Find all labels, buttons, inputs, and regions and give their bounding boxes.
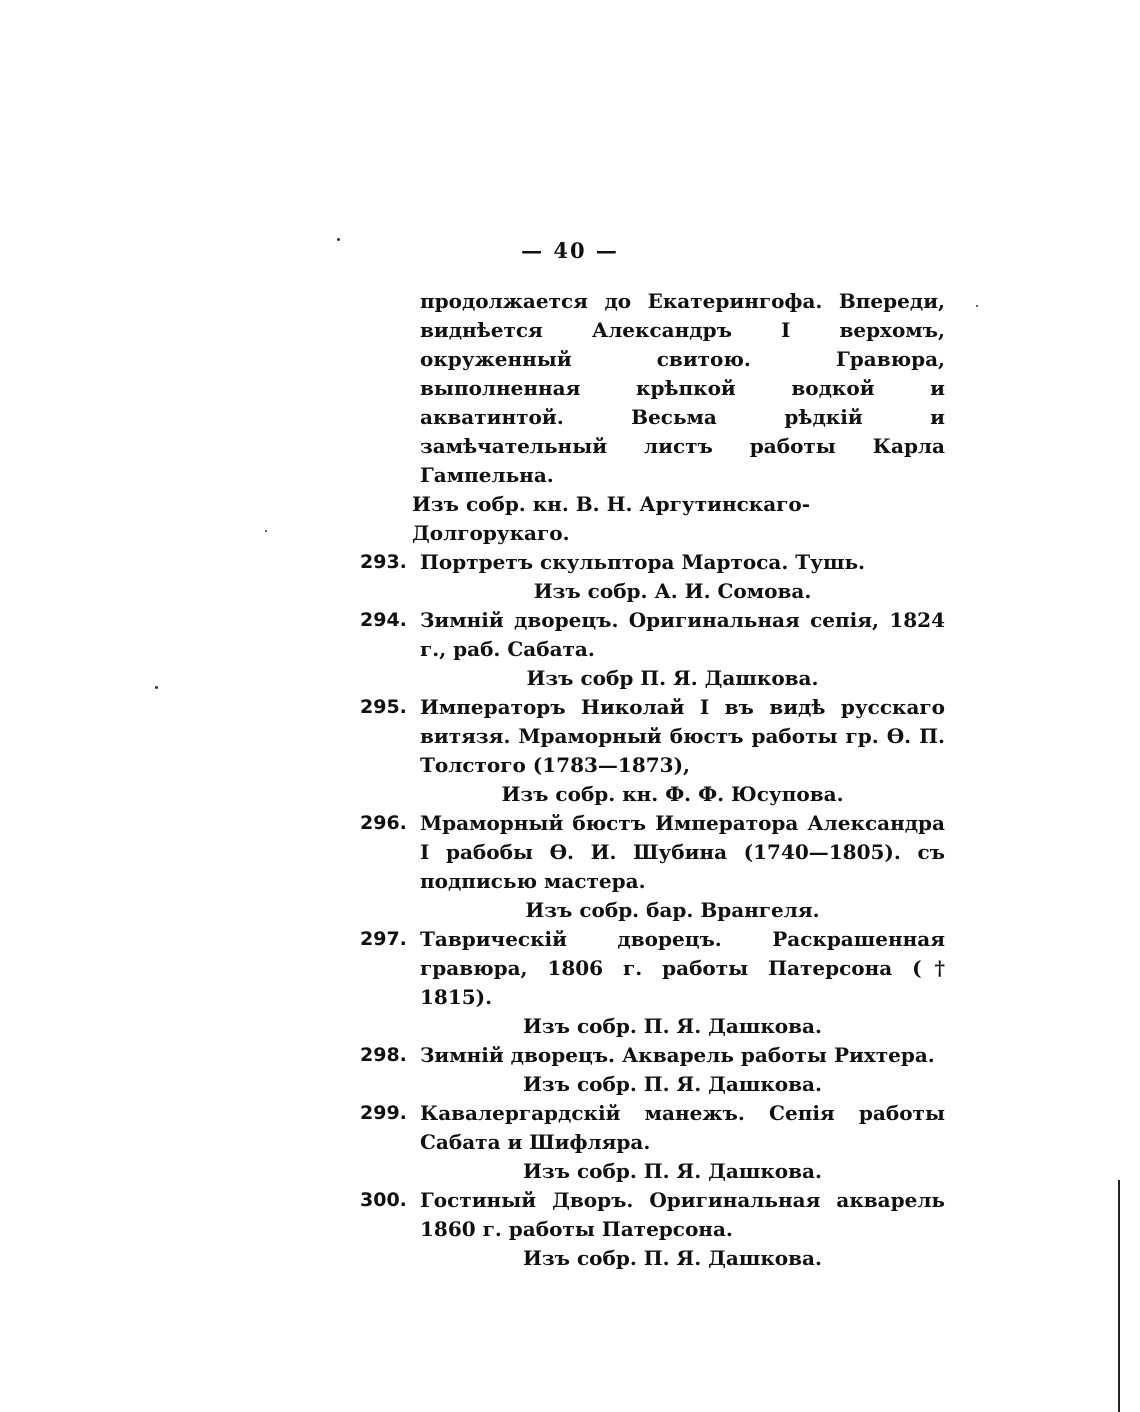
scan-speck xyxy=(155,686,158,689)
scan-speck xyxy=(337,238,340,241)
entry-text: Кавалергардскій манежъ. Сепія работы Сабата и Шифляра. xyxy=(420,1101,945,1154)
entry-source: Изъ собр П. Я. Дашкова. xyxy=(526,666,819,690)
entry-source: Изъ собр. П. Я. Дашкова. xyxy=(523,1072,822,1096)
entry-text: Императоръ Николай I въ видѣ русскаго витязя. Мраморный бюстъ работы гр. Ѳ. П. Толстого (1783—1873), xyxy=(420,695,945,777)
entry-number: 300. xyxy=(360,1189,407,1211)
entry-number: 296. xyxy=(360,812,407,834)
scan-speck xyxy=(265,530,267,532)
entry-number: 298. xyxy=(360,1044,407,1066)
entry-source: Изъ собр. кн. Ф. Ф. Юсупова. xyxy=(501,782,844,806)
catalog-entry-294 xyxy=(360,606,945,664)
entry-number: 295. xyxy=(360,696,407,718)
catalog-entry-300 xyxy=(360,1186,945,1244)
page-number: — 40 — xyxy=(521,238,619,263)
entry-number: 299. xyxy=(360,1102,407,1124)
entry-text: Зимній дворецъ. Акварель работы Рихтера. xyxy=(420,1043,935,1067)
catalog-entry-293 xyxy=(360,548,945,577)
entry-text: Гостиный Дворъ. Оригинальная акварель 1860 г. работы Патерсона. xyxy=(420,1188,945,1241)
catalog-entry-299 xyxy=(360,1099,945,1157)
entry-text: Мраморный бюстъ Императора Александра I рабобы Ѳ. И. Шубина (1740—1805). съ подписью мастера. xyxy=(420,811,945,893)
intro-paragraph: продолжается до Екатерингофа. Впереди, виднѣется Александръ I верхомъ, окруженный свитою. Гравюра, выполненная крѣпкой водкой и акватинтой. Весьма рѣдкій и замѣчательный листъ работы Карла Гампельна. xyxy=(420,289,945,487)
catalog-text xyxy=(360,287,945,1273)
entry-text: Зимній дворецъ. Оригинальная сепія, 1824 г., раб. Сабата. xyxy=(420,608,945,661)
entry-source: Изъ собр. П. Я. Дашкова. xyxy=(523,1159,822,1183)
page-edge-line xyxy=(1118,1180,1120,1412)
intro-source: Изъ собр. кн. В. Н. Аргутинскаго-Долгорукаго. xyxy=(412,492,811,545)
entry-source: Изъ собр. П. Я. Дашкова. xyxy=(523,1246,822,1270)
entry-source: Изъ собр. П. Я. Дашкова. xyxy=(523,1014,822,1038)
catalog-entry-297 xyxy=(360,925,945,1012)
entry-source: Изъ собр. А. И. Сомова. xyxy=(533,579,812,603)
entry-source: Изъ собр. бар. Врангеля. xyxy=(525,898,820,922)
entry-text: Портретъ скульптора Мартоса. Тушь. xyxy=(420,550,865,574)
catalog-entry-298 xyxy=(360,1041,945,1070)
entry-text: Таврическій дворецъ. Раскрашенная гравюра, 1806 г. работы Патерсона († 1815). xyxy=(420,927,945,1009)
entry-number: 294. xyxy=(360,609,407,631)
entry-number: 297. xyxy=(360,928,407,950)
scan-speck xyxy=(976,305,978,307)
catalog-entry-295 xyxy=(360,693,945,780)
entry-number: 293. xyxy=(360,551,407,573)
catalog-entry-296 xyxy=(360,809,945,896)
